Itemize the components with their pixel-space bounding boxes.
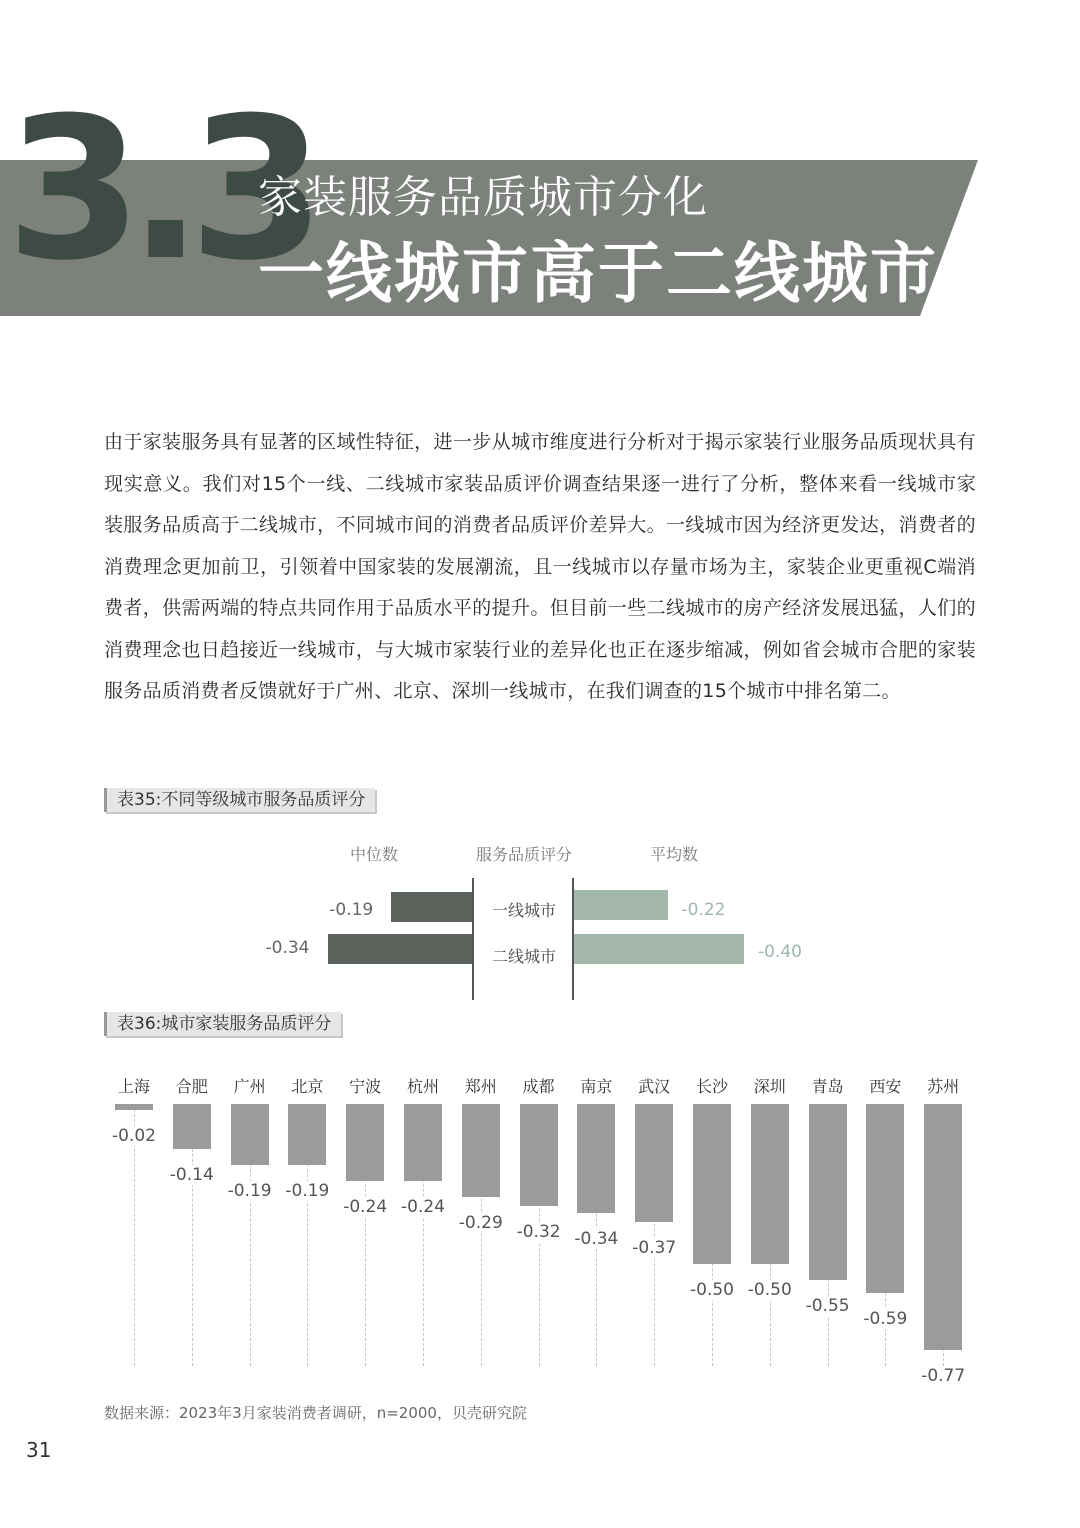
median-value-tier1: -0.19	[329, 900, 374, 920]
city-score-bar	[693, 1104, 731, 1264]
table36-label: 表36:城市家装服务品质评分	[104, 1012, 341, 1036]
table35-chart	[0, 830, 1080, 1000]
city-label: 深圳	[753, 1077, 786, 1096]
city-score-label: -0.32	[504, 1222, 574, 1242]
city-score-bar	[520, 1104, 558, 1206]
city-score-label: -0.55	[793, 1296, 863, 1316]
mean-header: 平均数	[650, 845, 699, 864]
city-score-label: -0.59	[850, 1309, 920, 1329]
city-score-label: -0.29	[446, 1213, 516, 1233]
city-label: 上海	[117, 1077, 150, 1096]
city-label: 武汉	[638, 1077, 671, 1096]
city-score-bar	[404, 1104, 442, 1181]
city-label: 成都	[522, 1077, 555, 1096]
median-bar-tier1	[391, 892, 472, 922]
city-label: 苏州	[927, 1077, 960, 1096]
city-score-bar	[462, 1104, 500, 1197]
table35-label: 表35:不同等级城市服务品质评分	[104, 788, 375, 812]
median-bar-tier2	[328, 934, 473, 964]
city-label: 宁波	[349, 1077, 382, 1096]
city-score-label: -0.02	[99, 1126, 169, 1146]
city-label: 长沙	[695, 1077, 728, 1096]
category-tier1: 一线城市	[492, 901, 557, 920]
section-number: 3.3	[6, 76, 312, 304]
city-score-bar	[809, 1104, 847, 1280]
city-score-bar	[115, 1104, 153, 1110]
intro-paragraph: 由于家装服务具有显著的区域性特征，进一步从城市维度进行分析对于揭示家装行业服务品质现状具有现实意义。我们对15个一线、二线城市家装品质评价调查结果逐一进行了分析，整体来看一线城市家装服务品质高于二线城市，不同城市间的消费者品质评价差异大。一线城市因为经济更发达，消费者的消费理念更加前卫，引领着中国家装的发展潮流，且一线城市以存量市场为主，家装企业更重视C端消费者，供需两端的特点共同作用于品质水平的提升。但目前一些二线城市的房产经济发展迅猛，人们的消费理念也日趋接近一线城市，与大城市家装行业的差异化也正在逐步缩减，例如省会城市合肥的家装服务品质消费者反馈就好于广州、北京、深圳一线城市，在我们调查的15个城市中排名第二。	[104, 431, 976, 702]
city-label: 南京	[580, 1077, 613, 1096]
mean-bar-tier2	[574, 934, 744, 964]
city-score-bar	[288, 1104, 326, 1165]
mean-bar-tier1	[574, 890, 668, 920]
score-header: 服务品质评分	[476, 845, 573, 864]
city-score-label: -0.24	[388, 1197, 458, 1217]
city-score-label: -0.34	[561, 1229, 631, 1249]
city-label: 青岛	[811, 1077, 844, 1096]
city-score-label: -0.37	[619, 1238, 689, 1258]
city-score-bar	[751, 1104, 789, 1264]
city-label: 合肥	[175, 1077, 208, 1096]
city-score-label: -0.77	[908, 1366, 978, 1386]
section-title-line1: 家装服务品质城市分化	[258, 172, 708, 223]
city-label: 杭州	[406, 1077, 439, 1096]
city-label: 郑州	[464, 1077, 497, 1096]
mean-value-tier1: -0.22	[681, 900, 726, 920]
city-score-bar	[346, 1104, 384, 1181]
city-score-bar	[173, 1104, 211, 1149]
city-label: 广州	[233, 1077, 266, 1096]
city-label: 北京	[291, 1077, 324, 1096]
city-label: 西安	[869, 1077, 902, 1096]
city-score-label: -0.14	[157, 1165, 227, 1185]
city-score-bar	[924, 1104, 962, 1350]
city-score-bar	[866, 1104, 904, 1293]
city-score-label: -0.24	[330, 1197, 400, 1217]
city-score-label: -0.50	[735, 1280, 805, 1300]
section-title-line2: 一线城市高于二线城市	[258, 235, 938, 312]
city-score-label: -0.19	[215, 1181, 285, 1201]
data-source-note: 数据来源：2023年3月家装消费者调研，n=2000，贝壳研究院	[104, 1404, 527, 1422]
city-score-bar	[577, 1104, 615, 1213]
page-number: 31	[26, 1438, 52, 1462]
city-score-bar	[635, 1104, 673, 1222]
mean-value-tier2: -0.40	[758, 942, 802, 962]
median-value-tier2: -0.34	[265, 938, 310, 958]
city-score-label: -0.50	[677, 1280, 747, 1300]
median-header: 中位数	[350, 845, 399, 864]
city-score-label: -0.19	[272, 1181, 342, 1201]
category-tier2: 二线城市	[492, 947, 557, 966]
city-score-bar	[231, 1104, 269, 1165]
left-divider	[472, 878, 474, 1000]
table36-chart	[0, 1060, 1080, 1400]
